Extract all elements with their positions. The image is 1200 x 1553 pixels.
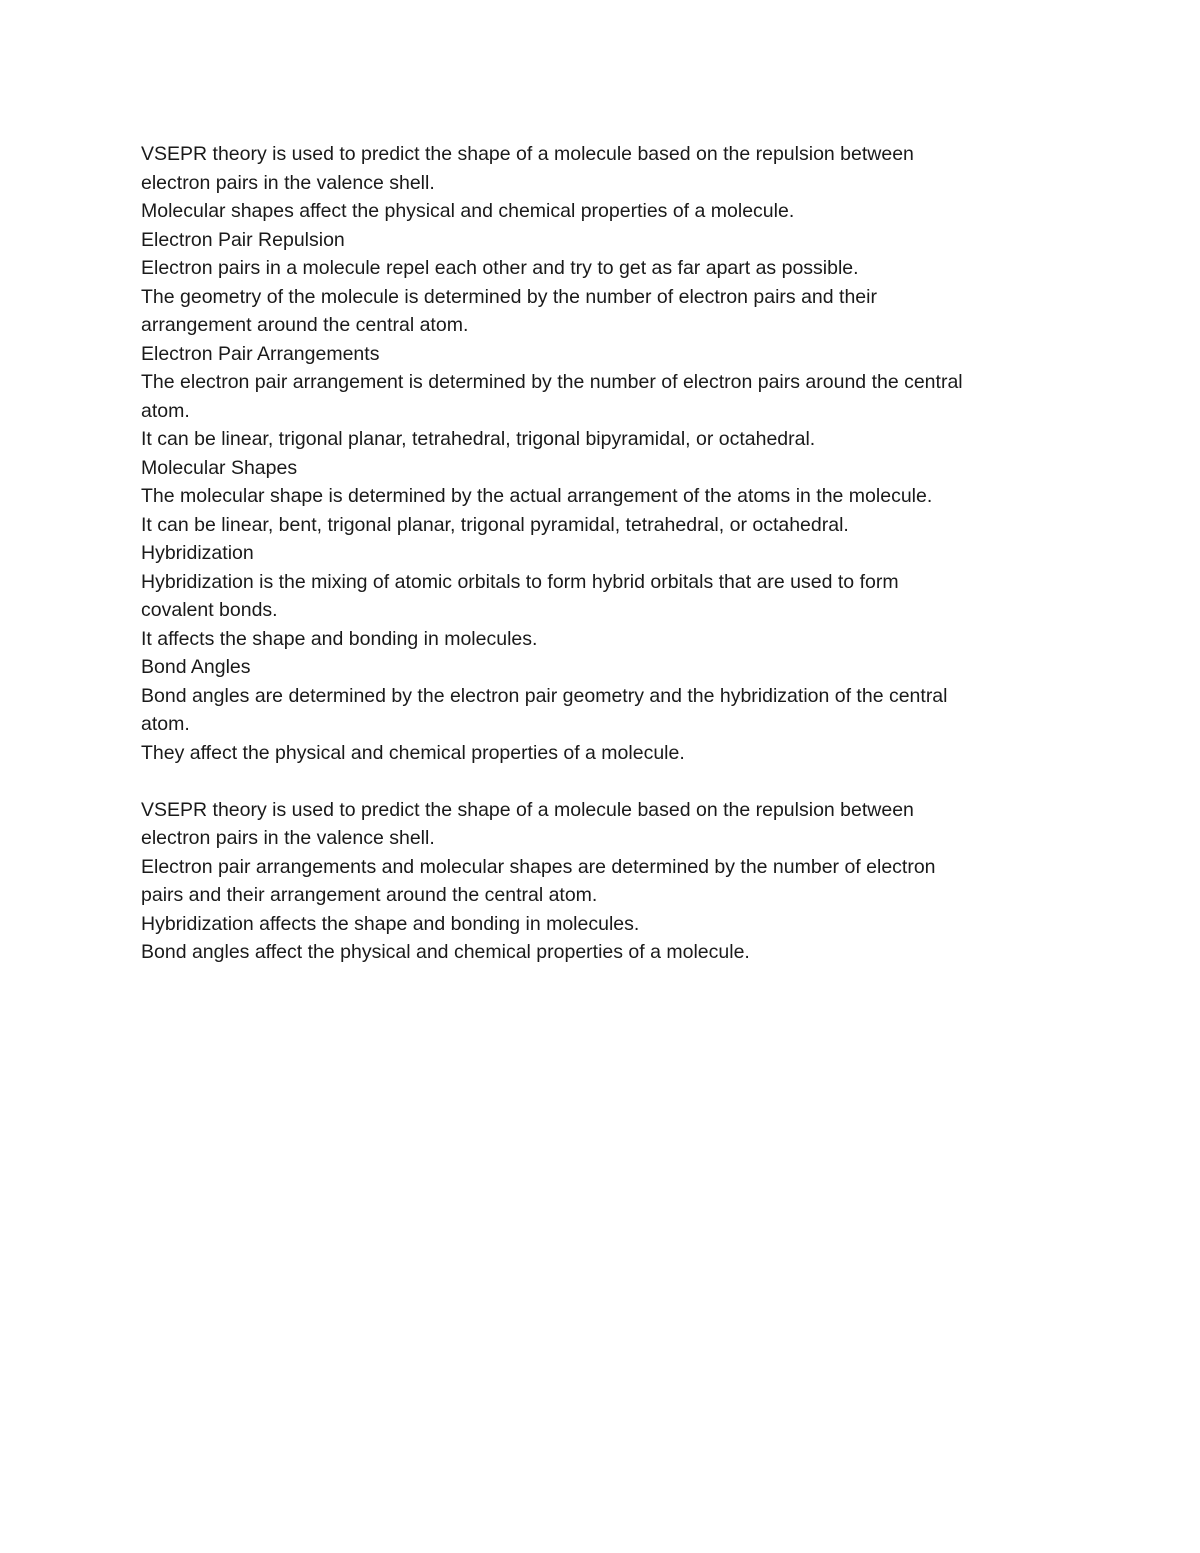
text-line: arrangement around the central atom.: [141, 314, 469, 336]
text-line: It can be linear, bent, trigonal planar, trigonal pyramidal, tetrahedral, or octahedral.: [141, 513, 849, 536]
summary-line: electron pairs in the valence shell.: [141, 827, 435, 849]
section-heading: Bond Angles: [141, 656, 251, 678]
summary-line: Hybridization affects the shape and bonding in molecules.: [141, 912, 640, 935]
text-line: The molecular shape is determined by the actual arrangement of the atoms in the molecule.: [141, 485, 933, 507]
summary-line: Electron pair arrangements and molecular shapes are determined by the number of electron: [141, 855, 936, 878]
text-line: Hybridization is the mixing of atomic orbitals to form hybrid orbitals that are used to form: [141, 570, 899, 593]
text-line: electron pairs in the valence shell.: [141, 171, 435, 194]
section-heading: Electron Pair Arrangements: [141, 342, 380, 365]
document-body: [141, 140, 1071, 967]
summary-line: VSEPR theory is used to predict the shape of a molecule based on the repulsion between: [141, 798, 914, 821]
text-line: It affects the shape and bonding in molecules.: [141, 627, 538, 650]
text-line: It can be linear, trigonal planar, tetrahedral, trigonal bipyramidal, or octahedral.: [141, 428, 816, 450]
summary-line: pairs and their arrangement around the central atom.: [141, 884, 598, 906]
text-line: The electron pair arrangement is determined by the number of electron pairs around the central: [141, 371, 963, 393]
paragraph-gap: [141, 767, 1071, 796]
section-heading: Electron Pair Repulsion: [141, 228, 345, 251]
text-line: They affect the physical and chemical properties of a molecule.: [141, 741, 685, 764]
summary-line: Bond angles affect the physical and chemical properties of a molecule.: [141, 941, 750, 963]
text-line: covalent bonds.: [141, 599, 278, 621]
text-line: Bond angles are determined by the electron pair geometry and the hybridization of the central: [141, 684, 948, 707]
section-heading: Hybridization: [141, 542, 254, 564]
text-line: VSEPR theory is used to predict the shape of a molecule based on the repulsion between: [141, 143, 914, 165]
text-line: Electron pairs in a molecule repel each other and try to get as far apart as possible.: [141, 257, 859, 279]
section-heading: Molecular Shapes: [141, 456, 298, 479]
text-line: The geometry of the molecule is determined by the number of electron pairs and their: [141, 285, 877, 308]
text-line: atom.: [141, 399, 190, 422]
text-line: atom.: [141, 713, 190, 735]
text-line: Molecular shapes affect the physical and chemical properties of a molecule.: [141, 200, 795, 222]
